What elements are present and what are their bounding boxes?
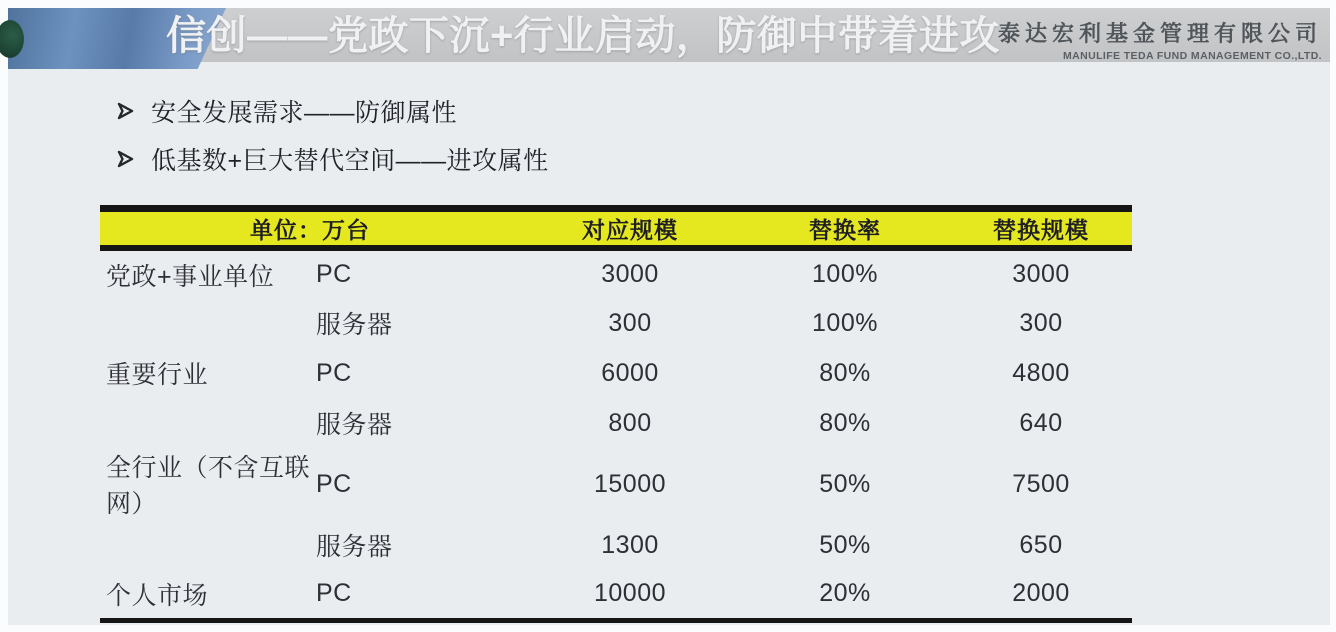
bullet-text: 安全发展需求——防御属性 [151,99,458,127]
cell-scale: 1300 [601,530,659,559]
table-row [100,520,1132,570]
table-body [100,248,1132,620]
replacement-scale-table [100,205,1132,623]
cell-replace: 650 [1019,530,1063,559]
cell-category [100,398,310,448]
cell-category: 党政+事业单位 [106,262,275,291]
cell-device: 服务器 [316,533,393,561]
cell-rate: 50% [819,530,871,559]
cell-scale: 3000 [601,260,659,288]
cell-scale: 300 [608,308,652,337]
cell-device: PC [316,358,352,387]
bullet-item [116,142,549,176]
cell-category [100,520,310,570]
company-logo [998,17,1322,62]
table-header [100,209,1132,249]
cell-replace: 3000 [1012,260,1070,288]
arrow-bullet-icon [116,101,136,121]
cell-category: 个人市场 [106,581,209,610]
cell-rate: 100% [812,308,878,337]
cell-device: PC [316,469,352,498]
table-row [100,348,1132,398]
cell-scale: 800 [608,408,652,437]
company-logo-chinese: 泰达宏利基金管理有限公司 [997,21,1322,46]
cell-replace: 640 [1019,408,1063,437]
arrow-bullet-icon [116,149,136,169]
cell-rate: 80% [819,358,871,387]
header-replace: 替换规模 [993,217,1089,243]
table-row [100,570,1132,620]
table-row [100,398,1132,448]
header-scale: 对应规模 [582,217,678,243]
cell-device: PC [316,260,352,288]
cell-scale: 10000 [593,579,667,608]
cell-replace: 4800 [1012,358,1070,387]
cell-device: 服务器 [316,411,393,439]
cell-replace: 300 [1019,308,1063,337]
bullet-item [116,94,549,128]
cell-category: 重要行业 [106,361,209,389]
cell-category [100,298,310,348]
company-logo-english: MANULIFE TEDA FUND MANAGEMENT CO.,LTD. [1062,50,1322,62]
bullet-list [116,94,549,190]
table-row [100,298,1132,348]
header-unit: 单位：万台 [250,217,370,243]
bullet-text: 低基数+巨大替代空间——进攻属性 [151,147,549,175]
cell-category: 全行业（不含互联网） [106,454,311,518]
cell-device: 服务器 [316,311,393,339]
cell-rate: 80% [819,408,871,437]
presentation-slide [8,8,1330,625]
cell-device: PC [316,579,352,608]
header-rate: 替换率 [809,217,881,243]
cell-scale: 6000 [601,358,659,387]
cell-rate: 20% [819,579,871,608]
table-header-row [100,209,1132,249]
cell-scale: 15000 [593,469,667,498]
cell-replace: 2000 [1012,579,1070,608]
cell-replace: 7500 [1012,469,1070,498]
cell-rate: 100% [812,260,878,288]
table-row [100,248,1132,298]
cell-rate: 50% [819,469,871,498]
slide-title: 信创——党政下沉+行业启动，防御中带着进攻 [166,14,1000,58]
table-row [100,448,1132,520]
